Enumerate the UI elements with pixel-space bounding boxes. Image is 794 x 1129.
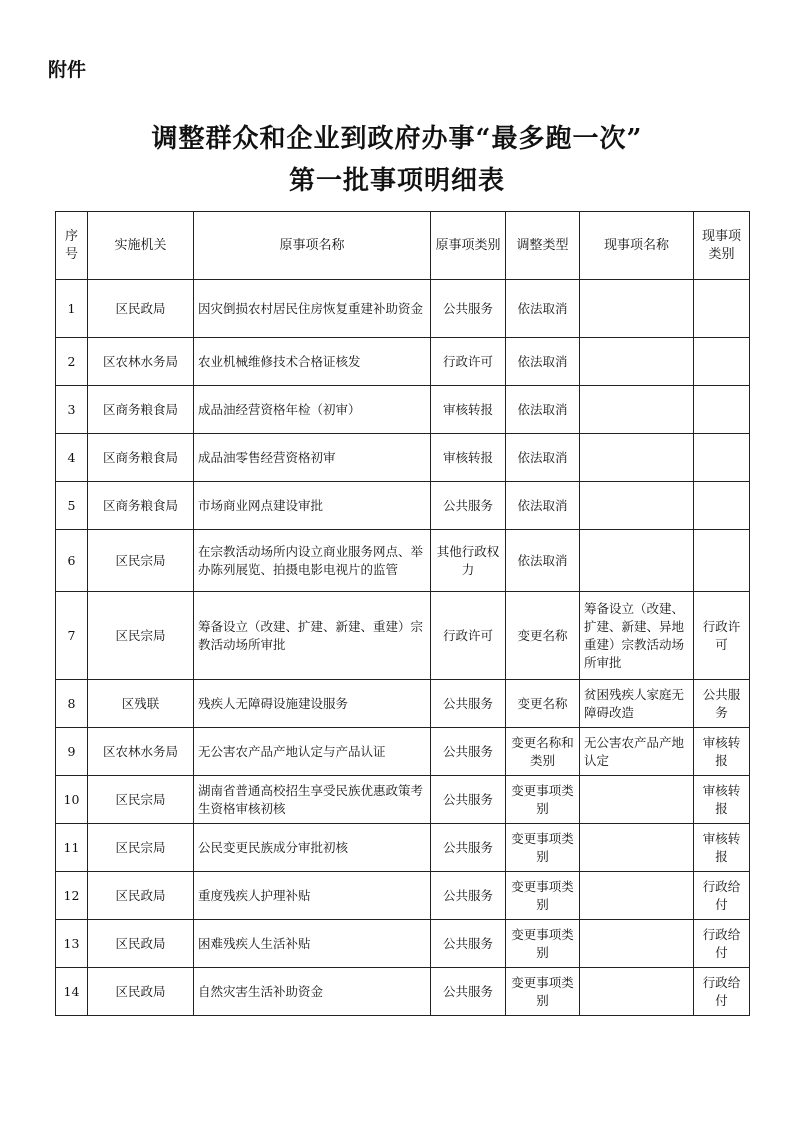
page-title-line1: 调整群众和企业到政府办事“最多跑一次” <box>151 124 643 154</box>
row-index: 5 <box>56 482 88 530</box>
row-new-name <box>580 338 694 386</box>
row-adjust-type: 变更名称 <box>506 592 580 680</box>
row-original-name: 筹备设立（改建、扩建、新建、重建）宗教活动场所审批 <box>194 592 431 680</box>
row-original-category: 公共服务 <box>431 680 506 728</box>
row-original-category: 行政许可 <box>431 592 506 680</box>
row-new-category <box>694 434 750 482</box>
row-new-name <box>580 434 694 482</box>
row-original-name: 残疾人无障碍设施建设服务 <box>194 680 431 728</box>
row-new-category: 审核转报 <box>694 776 750 824</box>
row-original-category: 公共服务 <box>431 824 506 872</box>
table-row <box>56 338 750 386</box>
row-adjust-type: 变更事项类别 <box>506 968 580 1016</box>
table-row <box>56 728 750 776</box>
row-index: 1 <box>56 280 88 338</box>
row-adjust-type: 依法取消 <box>506 434 580 482</box>
table-row <box>56 776 750 824</box>
row-original-name: 重度残疾人护理补贴 <box>194 872 431 920</box>
row-original-category: 审核转报 <box>431 386 506 434</box>
row-agency: 区民宗局 <box>88 776 194 824</box>
attachment-label: 附件 <box>48 59 87 81</box>
row-new-name <box>580 776 694 824</box>
row-new-name: 无公害农产品产地认定 <box>580 728 694 776</box>
row-adjust-type: 依法取消 <box>506 338 580 386</box>
row-original-name: 成品油零售经营资格初审 <box>194 434 431 482</box>
table-row <box>56 434 750 482</box>
row-new-name <box>580 824 694 872</box>
row-new-category <box>694 280 750 338</box>
row-new-name <box>580 920 694 968</box>
header-original-category: 原事项类别 <box>431 212 506 280</box>
row-original-category: 审核转报 <box>431 434 506 482</box>
row-original-category: 行政许可 <box>431 338 506 386</box>
table-row <box>56 872 750 920</box>
row-original-category: 公共服务 <box>431 280 506 338</box>
table-row <box>56 386 750 434</box>
row-original-category: 公共服务 <box>431 872 506 920</box>
row-index: 4 <box>56 434 88 482</box>
row-agency: 区民宗局 <box>88 530 194 592</box>
row-original-name: 市场商业网点建设审批 <box>194 482 431 530</box>
table-row <box>56 530 750 592</box>
row-agency: 区商务粮食局 <box>88 482 194 530</box>
row-agency: 区民政局 <box>88 920 194 968</box>
row-new-category: 行政给付 <box>694 920 750 968</box>
row-new-category: 审核转报 <box>694 728 750 776</box>
row-original-category: 公共服务 <box>431 920 506 968</box>
header-new-category: 现事项类别 <box>694 212 750 280</box>
header-adjust-type: 调整类型 <box>506 212 580 280</box>
page-title-line2: 第一批事项明细表 <box>288 166 505 196</box>
row-new-name <box>580 872 694 920</box>
row-original-name: 无公害农产品产地认定与产品认证 <box>194 728 431 776</box>
row-new-name: 贫困残疾人家庭无障碍改造 <box>580 680 694 728</box>
row-new-category <box>694 482 750 530</box>
header-index: 序号 <box>56 212 88 280</box>
row-agency: 区商务粮食局 <box>88 386 194 434</box>
row-new-category: 行政许可 <box>694 592 750 680</box>
row-original-name: 湖南省普通高校招生享受民族优惠政策考生资格审核初核 <box>194 776 431 824</box>
table-row <box>56 280 750 338</box>
row-original-category: 公共服务 <box>431 776 506 824</box>
row-index: 11 <box>56 824 88 872</box>
row-new-category: 审核转报 <box>694 824 750 872</box>
row-agency: 区民政局 <box>88 968 194 1016</box>
row-new-name <box>580 482 694 530</box>
row-adjust-type: 变更事项类别 <box>506 824 580 872</box>
row-adjust-type: 变更名称 <box>506 680 580 728</box>
row-original-category: 公共服务 <box>431 968 506 1016</box>
row-original-name: 因灾倒损农村居民住房恢复重建补助资金 <box>194 280 431 338</box>
row-agency: 区农林水务局 <box>88 338 194 386</box>
row-new-category <box>694 530 750 592</box>
table-row <box>56 920 750 968</box>
row-index: 14 <box>56 968 88 1016</box>
row-adjust-type: 依法取消 <box>506 386 580 434</box>
row-new-category <box>694 386 750 434</box>
row-adjust-type: 依法取消 <box>506 280 580 338</box>
row-new-category: 行政给付 <box>694 968 750 1016</box>
row-original-category: 其他行政权力 <box>431 530 506 592</box>
row-original-name: 自然灾害生活补助资金 <box>194 968 431 1016</box>
row-index: 3 <box>56 386 88 434</box>
row-agency: 区商务粮食局 <box>88 434 194 482</box>
items-table <box>55 211 750 1016</box>
row-new-category: 公共服务 <box>694 680 750 728</box>
row-new-name <box>580 280 694 338</box>
table-row <box>56 592 750 680</box>
row-index: 9 <box>56 728 88 776</box>
header-original-name: 原事项名称 <box>194 212 431 280</box>
row-agency: 区残联 <box>88 680 194 728</box>
row-index: 7 <box>56 592 88 680</box>
row-original-name: 公民变更民族成分审批初核 <box>194 824 431 872</box>
row-original-category: 公共服务 <box>431 728 506 776</box>
row-agency: 区民政局 <box>88 280 194 338</box>
row-original-name: 困难残疾人生活补贴 <box>194 920 431 968</box>
row-index: 2 <box>56 338 88 386</box>
row-adjust-type: 变更事项类别 <box>506 920 580 968</box>
row-agency: 区民政局 <box>88 872 194 920</box>
table-row <box>56 482 750 530</box>
table-header-row <box>56 212 750 280</box>
row-new-category <box>694 338 750 386</box>
row-new-name: 筹备设立（改建、扩建、新建、异地重建）宗教活动场所审批 <box>580 592 694 680</box>
row-adjust-type: 变更事项类别 <box>506 872 580 920</box>
row-agency: 区农林水务局 <box>88 728 194 776</box>
row-index: 6 <box>56 530 88 592</box>
row-index: 13 <box>56 920 88 968</box>
row-adjust-type: 变更事项类别 <box>506 776 580 824</box>
table-row <box>56 680 750 728</box>
header-agency: 实施机关 <box>88 212 194 280</box>
row-new-category: 行政给付 <box>694 872 750 920</box>
row-index: 10 <box>56 776 88 824</box>
table-row <box>56 968 750 1016</box>
row-adjust-type: 依法取消 <box>506 530 580 592</box>
row-adjust-type: 变更名称和类别 <box>506 728 580 776</box>
row-new-name <box>580 968 694 1016</box>
row-index: 12 <box>56 872 88 920</box>
header-new-name: 现事项名称 <box>580 212 694 280</box>
row-original-name: 农业机械维修技术合格证核发 <box>194 338 431 386</box>
table-row <box>56 824 750 872</box>
row-original-category: 公共服务 <box>431 482 506 530</box>
row-agency: 区民宗局 <box>88 824 194 872</box>
row-original-name: 成品油经营资格年检（初审） <box>194 386 431 434</box>
row-original-name: 在宗教活动场所内设立商业服务网点、举办陈列展览、拍摄电影电视片的监管 <box>194 530 431 592</box>
row-agency: 区民宗局 <box>88 592 194 680</box>
row-new-name <box>580 386 694 434</box>
row-index: 8 <box>56 680 88 728</box>
row-new-name <box>580 530 694 592</box>
row-adjust-type: 依法取消 <box>506 482 580 530</box>
